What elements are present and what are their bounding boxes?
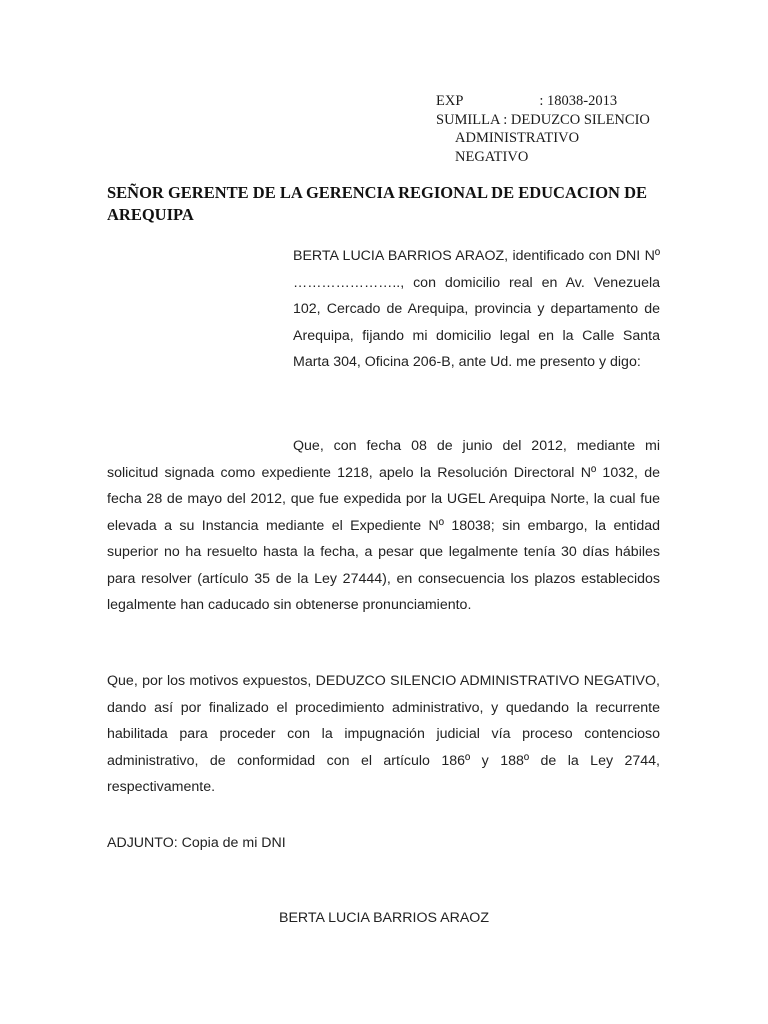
case-header (436, 92, 716, 166)
sumilla-line-1: SUMILLA : DEDUZCO SILENCIO (436, 111, 650, 128)
addressee-heading: SEÑOR GERENTE DE LA GERENCIA REGIONAL DE EDUCACION DE AREQUIPA (107, 183, 648, 224)
attachment-label: ADJUNTO: (107, 835, 178, 851)
signature-name (0, 910, 768, 926)
attachment-line (107, 830, 660, 857)
attachment-text: Copia de mi DNI (181, 835, 286, 851)
body-paragraph-1: Que, con fecha 08 de junio del 2012, mediante mi solicitud signada como expediente 1218, apelo la Resolución Directoral Nº 1032, de fecha 28 de mayo del 2012, que fue expedida por la UGEL Arequipa Norte, la cual fue elevada a su Instancia mediante el Expediente Nº 18038; sin embargo, la entidad superior no ha resuelto hasta la fecha, a pesar que legalmente tenía 30 días hábiles para resolver (artículo 35 de la Ley 27444), en consecuencia los plazos establecidos legalmente han caducado sin obtenerse pronunciamiento. (107, 438, 660, 613)
sumilla-line-2: ADMINISTRATIVO (455, 130, 580, 146)
exp-value: : 18038-2013 (539, 93, 618, 109)
body-paragraph-2: Que, por los motivos expuestos, DEDUZCO SILENCIO ADMINISTRATIVO NEGATIVO, dando así por finalizado el procedimiento administrativo, y quedando la recurrente habilitada para proceder con la impugnación judicial vía proceso contencioso administrativo, de conformidad con el artículo 186º y 188º de la Ley 2744, respectivamente. (107, 673, 660, 795)
exp-label: EXP (436, 93, 464, 109)
signature-text: BERTA LUCIA BARRIOS ARAOZ (279, 910, 489, 926)
sumilla-line-3: NEGATIVO (455, 148, 529, 165)
exp-row (436, 92, 716, 111)
intro-paragraph: BERTA LUCIA BARRIOS ARAOZ, identificado con DNI Nº ………………….., con domicilio real en Av. Venezuela 102, Cercado de Arequipa, provincia y departamento de Arequipa, fijando mi domicilio legal en la Calle Santa Marta 304, Oficina 206-B, ante Ud. me presento y digo: (293, 248, 660, 370)
